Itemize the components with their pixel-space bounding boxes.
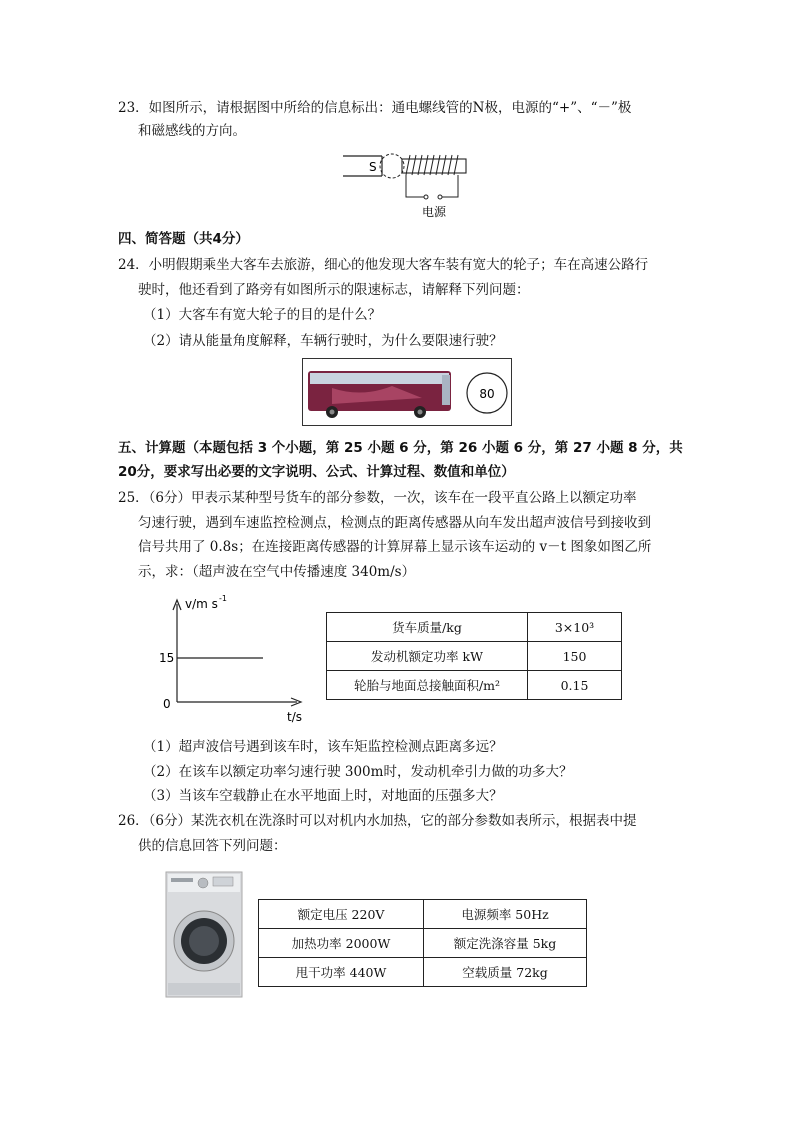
table-cell: 加热功率 2000W — [259, 929, 424, 958]
table-row — [259, 929, 587, 958]
table-cell: 额定洗涤容量 5kg — [424, 929, 587, 958]
section5-line2: 20分，要求写出必要的文字说明、公式、计算过程、数值和单位） — [118, 464, 515, 480]
q24-sub2: （2）请从能量角度解释，车辆行驶时，为什么要限速行驶？ — [143, 333, 503, 349]
table-cell: 甩干功率 440W — [259, 958, 424, 987]
table-row — [327, 613, 622, 642]
table-cell: 货车质量/kg — [327, 613, 528, 642]
table-cell: 额定电压 220V — [259, 900, 424, 929]
origin-label: 0 — [163, 697, 171, 711]
vt-graph — [155, 590, 315, 725]
table-cell: 3×10³ — [528, 613, 622, 642]
bus-speed-sign-figure — [302, 358, 512, 426]
speed-limit-value: 80 — [479, 387, 495, 401]
q25-sub3: （3）当该车空载静止在水平地面上时，对地面的压强多大？ — [143, 788, 503, 804]
section4-title: 四、简答题（共4分） — [118, 231, 249, 247]
q23-line2: 和磁感线的方向。 — [138, 123, 246, 139]
washer-params-table — [258, 899, 587, 987]
washing-machine-image — [165, 871, 243, 998]
truck-params-table — [326, 612, 622, 700]
q25-line4: 示，求：（超声波在空气中传播速度 340m/s） — [138, 564, 416, 580]
table-cell: 轮胎与地面总接触面积/m² — [327, 671, 528, 700]
q24-sub1: （1）大客车有宽大轮子的目的是什么？ — [143, 307, 382, 323]
table-cell: 空载质量 72kg — [424, 958, 587, 987]
q25-line2: 匀速行驶，遇到车速监控检测点，检测点的距离传感器从向车发出超声波信号到接收到 — [138, 515, 651, 531]
y-tick-15: 15 — [159, 651, 175, 665]
magnet-pole-label: S — [369, 160, 377, 174]
table-row — [259, 900, 587, 929]
y-axis-label-sup: -1 — [219, 594, 227, 603]
q23-line1: 23．如图所示，请根据图中所给的信息标出：通电螺线管的N极，电源的“+”、“－”极 — [118, 100, 632, 116]
table-cell: 电源频率 50Hz — [424, 900, 587, 929]
q25-line1: 25．（6分）甲表示某种型号货车的部分参数，一次，该车在一段平直公路上以额定功率 — [118, 490, 637, 506]
table-cell: 0.15 — [528, 671, 622, 700]
q24-line2: 驶时，他还看到了路旁有如图所示的限速标志，请解释下列问题： — [138, 282, 530, 298]
solenoid-figure — [340, 147, 475, 222]
q24-line1: 24．小明假期乘坐大客车去旅游，细心的他发现大客车装有宽大的轮子；车在高速公路行 — [118, 257, 649, 273]
power-source-label: 电源 — [422, 205, 447, 219]
q25-sub2: （2）在该车以额定功率匀速行驶 300m时，发动机牵引力做的功多大？ — [143, 764, 573, 780]
table-cell: 发动机额定功率 kW — [327, 642, 528, 671]
section5-line1: 五、计算题（本题包括 3 个小题，第 25 小题 6 分，第 26 小题 6 分，第 27 小题 8 分，共 — [118, 440, 683, 456]
q25-line3: 信号共用了 0.8s；在连接距离传感器的计算屏幕上显示该车运动的 v－t 图象如图乙所 — [138, 539, 652, 555]
table-row — [327, 671, 622, 700]
x-axis-label: t/s — [287, 710, 302, 724]
table-cell: 150 — [528, 642, 622, 671]
q25-sub1: （1）超声波信号遇到该车时，该车矩监控检测点距离多远？ — [143, 739, 503, 755]
table-row — [259, 958, 587, 987]
table-row — [327, 642, 622, 671]
q26-line2: 供的信息回答下列问题： — [138, 838, 287, 854]
q26-line1: 26．（6分）某洗衣机在洗涤时可以对机内水加热，它的部分参数如表所示，根据表中提 — [118, 813, 637, 829]
y-axis-label: v/m s — [185, 597, 218, 611]
